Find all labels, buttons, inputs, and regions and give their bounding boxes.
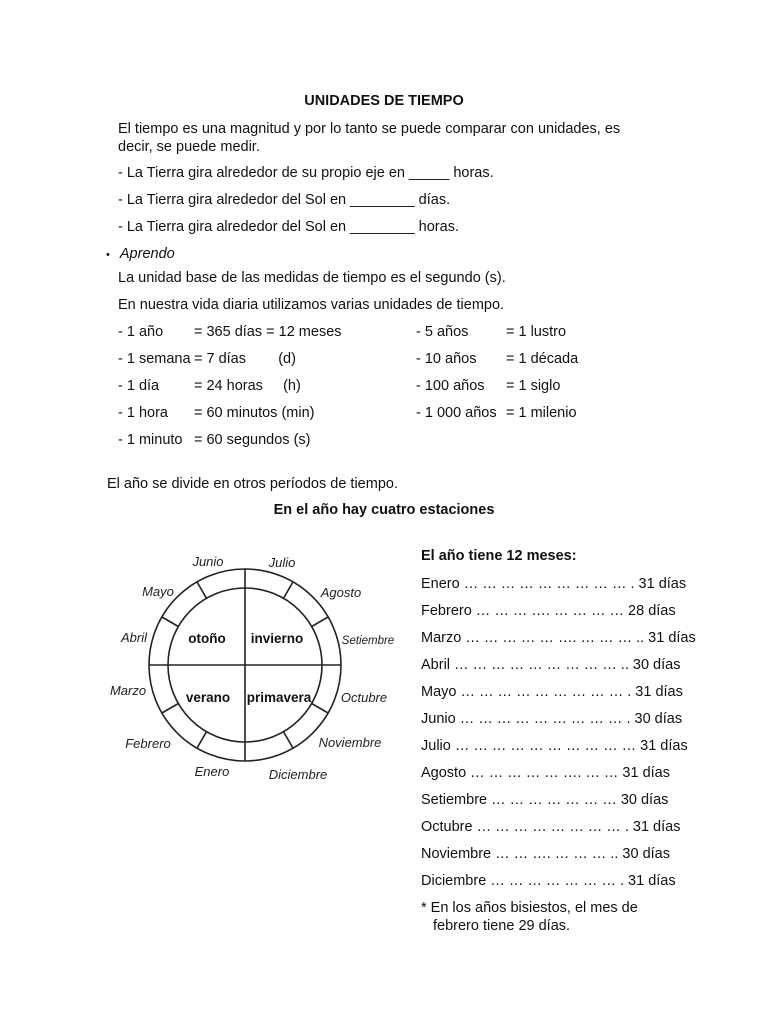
season-invierno: invierno: [250, 631, 304, 646]
question-1: - La Tierra gira alrededor de su propio eje en _____ horas.: [118, 165, 494, 181]
equivalence-minute: [118, 431, 418, 449]
daily-units-text: En nuestra vida diaria utilizamos varias unidades de tiempo.: [118, 297, 505, 313]
intro-line-1: El tiempo es una magnitud y por lo tanto se puede comparar con unidades, es: [118, 121, 621, 137]
intro-line-2: decir, se puede medir.: [118, 139, 260, 155]
question-2: - La Tierra gira alrededor del Sol en ________ días.: [118, 192, 451, 208]
wheel-month-febrero: Febrero: [125, 736, 171, 751]
equiv-unit: - 1 000 años: [416, 405, 497, 421]
wheel-month-setiembre: Setiembre: [341, 635, 395, 647]
equivalence-hour: [118, 404, 418, 422]
base-unit-text: La unidad base de las medidas de tiempo es el segundo (s).: [118, 270, 506, 286]
equiv-unit: - 1 día: [118, 378, 160, 394]
equiv-unit: - 1 año: [118, 324, 164, 340]
equiv-unit: - 1 minuto: [118, 432, 183, 448]
wheel-month-abril: Abril: [120, 630, 148, 645]
equiv-unit: - 1 hora: [118, 405, 168, 421]
aprendo-label: Aprendo: [119, 246, 175, 262]
month-row-junio: Junio … … … … … … … … … . 30 días: [421, 711, 683, 727]
wheel-month-enero: Enero: [194, 764, 230, 779]
question-3-text: La Tierra gira alrededor del Sol en ________ horas.: [126, 219, 459, 235]
equiv-value: = 1 milenio: [506, 405, 577, 421]
question-1-text: La Tierra gira alrededor de su propio eje en _____ horas.: [126, 165, 494, 181]
equivalence-decada: [416, 350, 616, 368]
bullet-icon: •: [106, 249, 110, 261]
equiv-unit: - 5 años: [416, 324, 469, 340]
month-row-octubre: Octubre … … … … … … … … . 31 días: [421, 819, 681, 835]
month-row-julio: Julio … … … … … … … … … … 31 días: [421, 738, 688, 754]
month-row-noviembre: Noviembre … … …. … … … .. 30 días: [421, 846, 670, 862]
equiv-value: = 1 década: [506, 351, 579, 367]
month-row-enero: Enero … … … … … … … … … . 31 días: [421, 576, 687, 592]
question-3: - La Tierra gira alrededor del Sol en ________ horas.: [118, 219, 459, 235]
wheel-month-diciembre: Diciembre: [268, 767, 328, 782]
wheel-month-noviembre: Noviembre: [318, 735, 382, 750]
equiv-value: = 60 minutos (min): [194, 405, 315, 421]
month-row-mayo: Mayo … … … … … … … … … . 31 días: [421, 684, 683, 700]
months-title: El año tiene 12 meses:: [421, 548, 577, 564]
season-primavera: primavera: [246, 690, 312, 705]
wheel-month-octubre: Octubre: [340, 690, 388, 705]
divides-text: El año se divide en otros períodos de tiempo.: [107, 476, 398, 492]
equivalence-lustro: [416, 323, 616, 341]
page-title: UNIDADES DE TIEMPO: [304, 93, 464, 109]
month-row-agosto: Agosto … … … … … …. … … 31 días: [421, 765, 670, 781]
seasons-wheel: [100, 540, 410, 790]
wheel-month-mayo: Mayo: [142, 584, 174, 599]
equiv-unit: - 10 años: [416, 351, 477, 367]
equiv-value: = 1 siglo: [506, 378, 561, 394]
leap-year-note-1: * En los años bisiestos, el mes de: [421, 900, 638, 916]
seasons-title: En el año hay cuatro estaciones: [273, 502, 495, 518]
season-otono: otoño: [188, 631, 226, 646]
month-row-marzo: Marzo … … … … … …. … … … .. 31 días: [421, 630, 696, 646]
wheel-month-julio: Julio: [268, 555, 296, 570]
question-2-text: La Tierra gira alrededor del Sol en ________ días.: [126, 192, 451, 208]
equiv-unit: - 1 semana: [118, 351, 191, 367]
equiv-value: = 24 horas (h): [194, 378, 301, 394]
equiv-value: = 1 lustro: [506, 324, 567, 340]
equiv-value: = 365 días = 12 meses: [194, 324, 342, 340]
equiv-value: = 60 segundos (s): [194, 432, 311, 448]
leap-year-note-2: febrero tiene 29 días.: [433, 918, 571, 934]
wheel-month-marzo: Marzo: [109, 683, 147, 698]
equivalence-day: [118, 377, 418, 395]
month-row-diciembre: Diciembre … … … … … … … . 31 días: [421, 873, 676, 889]
wheel-month-junio: Junio: [192, 554, 224, 569]
equivalence-siglo: [416, 377, 616, 395]
equivalence-milenio: [416, 404, 616, 422]
equiv-value: = 7 días (d): [194, 351, 296, 367]
month-row-setiembre: Setiembre … … … … … … … 30 días: [421, 792, 669, 808]
equivalence-week: [118, 350, 418, 368]
month-row-abril: Abril … … … … … … … … … .. 30 días: [421, 657, 681, 673]
season-verano: verano: [185, 690, 231, 705]
wheel-month-agosto: Agosto: [320, 585, 362, 600]
equivalence-year: [118, 323, 418, 341]
aprendo-item: [106, 245, 175, 264]
equiv-unit: - 100 años: [416, 378, 485, 394]
month-row-febrero: Febrero … … … …. … … … … 28 días: [421, 603, 676, 619]
